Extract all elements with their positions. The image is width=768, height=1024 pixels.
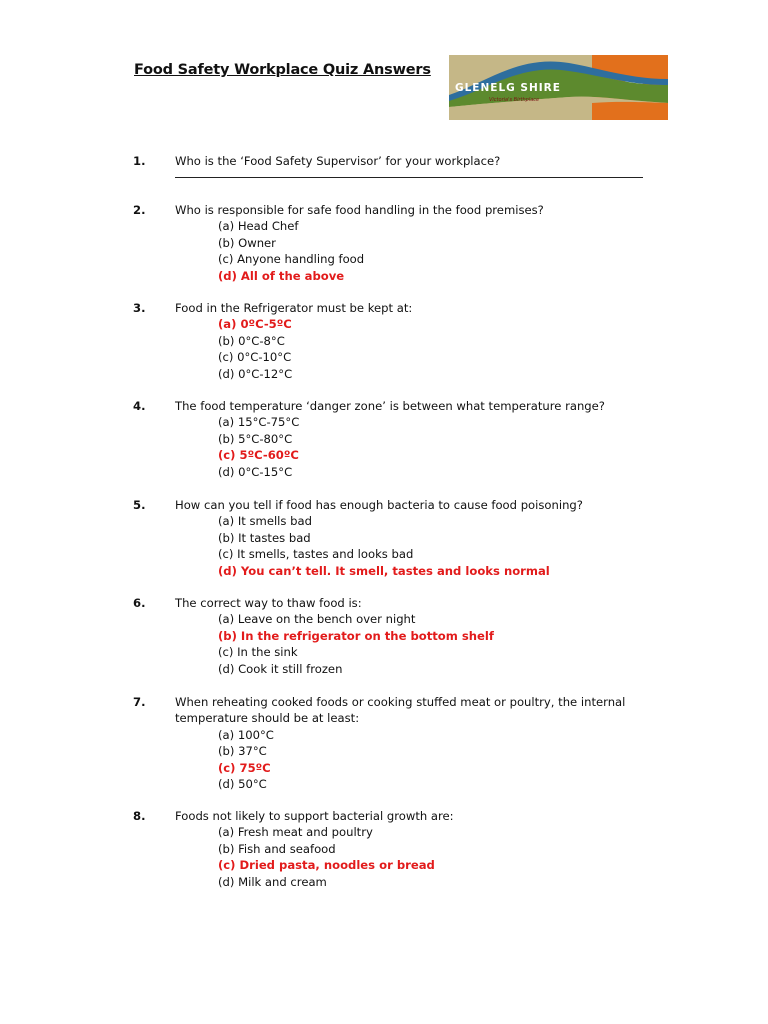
correct-answer-option: (d) All of the above: [218, 268, 345, 283]
question-number: 3.: [133, 301, 146, 315]
question-number: 1.: [133, 154, 146, 168]
answer-option: (b) It tastes bad: [218, 530, 311, 545]
answer-option: (b) Owner: [218, 235, 276, 250]
question-1: [133, 153, 673, 178]
answer-option: (b) 0°C-8°C: [218, 333, 285, 348]
answer-option: (d) 0°C-15°C: [218, 464, 293, 479]
question-8: [133, 808, 673, 890]
answer-option: (d) Milk and cream: [218, 874, 327, 889]
answer-option: (a) It smells bad: [218, 514, 312, 529]
answer-option: (a) Leave on the bench over night: [218, 612, 416, 627]
question-text: The food temperature ‘danger zone’ is between what temperature range?: [175, 399, 605, 413]
answer-option: (a) Fresh meat and poultry: [218, 825, 373, 840]
question-number: 2.: [133, 203, 146, 217]
question-7: [133, 694, 673, 792]
question-number: 7.: [133, 695, 146, 709]
answer-option: (a) 15°C-75°C: [218, 415, 300, 430]
question-3: [133, 300, 673, 382]
question-4: [133, 398, 673, 480]
answer-option: (d) 0°C-12°C: [218, 366, 293, 381]
answer-option: (a) 100°C: [218, 727, 274, 742]
answer-option: (b) 5°C-80°C: [218, 431, 293, 446]
question-text: When reheating cooked foods or cooking stuffed meat or poultry, the internal temperature should be at least:: [175, 695, 626, 726]
page-title: Food Safety Workplace Quiz Answers: [134, 62, 431, 78]
answer-option: (c) Anyone handling food: [218, 252, 365, 267]
question-text: Food in the Refrigerator must be kept at:: [175, 301, 413, 315]
question-text: The correct way to thaw food is:: [175, 596, 362, 610]
correct-answer-option: (d) You can’t tell. It smell, tastes and looks normal: [218, 563, 550, 578]
question-2: [133, 202, 673, 284]
question-5: [133, 497, 673, 579]
question-number: 8.: [133, 809, 146, 823]
question-text: Foods not likely to support bacterial growth are:: [175, 809, 454, 823]
answer-option: (c) In the sink: [218, 645, 298, 660]
answer-line[interactable]: [175, 177, 643, 178]
correct-answer-option: (c) 75ºC: [218, 760, 271, 775]
answer-option: (d) Cook it still frozen: [218, 661, 343, 676]
logo-name: GLENELG SHIRE: [455, 82, 561, 94]
question-text: Who is the ‘Food Safety Supervisor’ for your workplace?: [175, 154, 501, 168]
correct-answer-option: (b) In the refrigerator on the bottom shelf: [218, 628, 494, 643]
correct-answer-option: (a) 0ºC-5ºC: [218, 317, 292, 332]
logo-orange-ground: [592, 102, 668, 120]
answer-option: (a) Head Chef: [218, 219, 299, 234]
answer-option: (b) 37°C: [218, 744, 267, 759]
glenelg-shire-logo: [449, 55, 668, 120]
question-text: Who is responsible for safe food handling in the food premises?: [175, 203, 544, 217]
question-number: 6.: [133, 596, 146, 610]
logo-tagline: Victoria's Birthplace: [489, 97, 540, 103]
answer-option: (c) 0°C-10°C: [218, 350, 292, 365]
question-6: [133, 595, 673, 677]
correct-answer-option: (c) 5ºC-60ºC: [218, 448, 299, 463]
question-number: 5.: [133, 498, 146, 512]
question-number: 4.: [133, 399, 146, 413]
question-text: How can you tell if food has enough bacteria to cause food poisoning?: [175, 498, 583, 512]
answer-option: (b) Fish and seafood: [218, 841, 336, 856]
answer-option: (d) 50°C: [218, 777, 267, 792]
answer-option: (c) It smells, tastes and looks bad: [218, 547, 414, 562]
correct-answer-option: (c) Dried pasta, noodles or bread: [218, 858, 435, 873]
